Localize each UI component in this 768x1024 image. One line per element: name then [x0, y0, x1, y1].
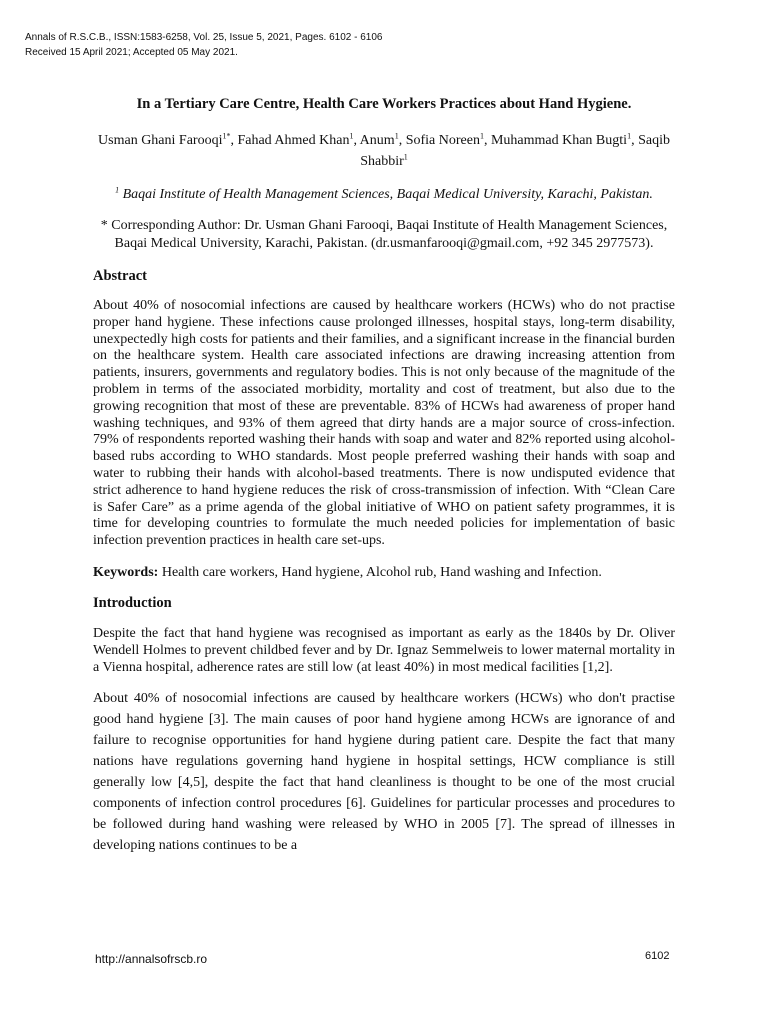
author-name: , Muhammad Khan Bugti [483, 133, 628, 148]
author-name: , Sofia Noreen [398, 133, 480, 148]
author-name: , Fahad Ahmed Khan [230, 133, 350, 148]
journal-citation: Annals of R.S.C.B., ISSN:1583-6258, Vol. 25, Issue 5, 2021, Pages. 6102 - 6106 [25, 32, 383, 43]
corresponding-author: * Corresponding Author: Dr. Usman Ghani Farooqi, Baqai Institute of Health Management Sciences, Baqai Medical University, Karachi, Pakistan. (dr.usmanfarooqi@gmail.com, +92 345 2977573). [100, 218, 668, 251]
author-affil-mark: 1 [479, 131, 484, 141]
author-name: , Anum [353, 133, 395, 148]
author-affil-mark: 1* [222, 131, 231, 141]
author-name: , Saqib Shabbir [360, 133, 670, 169]
affiliation-text: Baqai Institute of Health Management Sciences, Baqai Medical University, Karachi, Pakistan. [119, 187, 653, 202]
affiliation [93, 186, 675, 203]
author-affil-mark: 1 [349, 131, 354, 141]
author-affil-mark: 1 [403, 152, 408, 162]
author-name: Usman Ghani Farooqi [98, 133, 223, 148]
keywords-text: Health care workers, Hand hygiene, Alcohol rub, Hand washing and Infection. [158, 564, 602, 580]
received-accepted-dates: Received 15 April 2021; Accepted 05 May 2021. [25, 47, 238, 58]
abstract-heading: Abstract [93, 268, 147, 284]
author-affil-mark: 1 [394, 131, 399, 141]
affiliation-mark: 1 [115, 185, 120, 195]
introduction-heading: Introduction [93, 594, 172, 611]
author-affil-mark: 1 [627, 131, 632, 141]
introduction-paragraph-2: About 40% of nosocomial infections are caused by healthcare workers (HCWs) who don't practise good hand hygiene [3]. The main causes of poor hand hygiene among HCWs are ignorance of and failure to recognise opportunities for hand hygiene during patient care. Despite the fact that many nations have regulations governing hand hygiene in hospital settings, HCW compliance is still generally low [4,5], despite the fact that hand cleanliness is thought to be one of the most crucial components of infection control procedures [6]. Guidelines for particular processes and procedures to be followed during hand washing were released by WHO in 2005 [7]. The spread of illnesses in developing nations continues to be a [93, 690, 675, 853]
keywords-label: Keywords: [93, 564, 159, 580]
footer-url[interactable]: http://annalsofrscb.ro [95, 952, 208, 966]
journal-header [25, 30, 382, 60]
abstract-text: About 40% of nosocomial infections are caused by healthcare workers (HCWs) who do not practise proper hand hygiene. These infections cause prolonged illnesses, hospital stays, long-term disability, unexpectedly high costs for patients and their families, and a significant increase in the financial burden on the healthcare system. Health care associated infections are drawing increasing attention from patients, insurers, governments and regulatory bodies. This is not only because of the magnitude of the problem in terms of the associated morbidity, mortality and cost of treatment, but also due to the growing recognition that most of these are preventable. 83% of HCWs had awareness of proper hand washing techniques, and 93% of them agreed that dirty hands are a major source of cross-infection. 79% of respondents reported washing their hands with soap and water and 82% reported using alcohol-based rubs according to WHO standards. Most people preferred washing their hands with soap and water to rubbing their hands with alcohol-based treatments. There is now undisputed evidence that strict adherence to hand hygiene reduces the risk of cross-transmission of infection. With “Clean Care is Safer Care” as a prime agenda of the global initiative of WHO on patient safety programmes, it is time for developing countries to formulate the much needed policies for implementation of basic infection prevention practices in health care set-ups. [93, 298, 675, 549]
article-body [93, 96, 675, 856]
keywords [93, 564, 675, 581]
author-list [93, 130, 675, 172]
page-number: 6102 [645, 950, 670, 962]
introduction-paragraph-1: Despite the fact that hand hygiene was recognised as important as early as the 1840s by Dr. Oliver Wendell Holmes to prevent childbed fever and by Dr. Ignaz Semmelweis to lower maternal mortality in a Vienna hospital, adherence rates are still low (at least 40%) in most medical facilities [1,2]. [93, 625, 675, 675]
article-title: In a Tertiary Care Centre, Health Care Workers Practices about Hand Hygiene. [136, 96, 632, 112]
